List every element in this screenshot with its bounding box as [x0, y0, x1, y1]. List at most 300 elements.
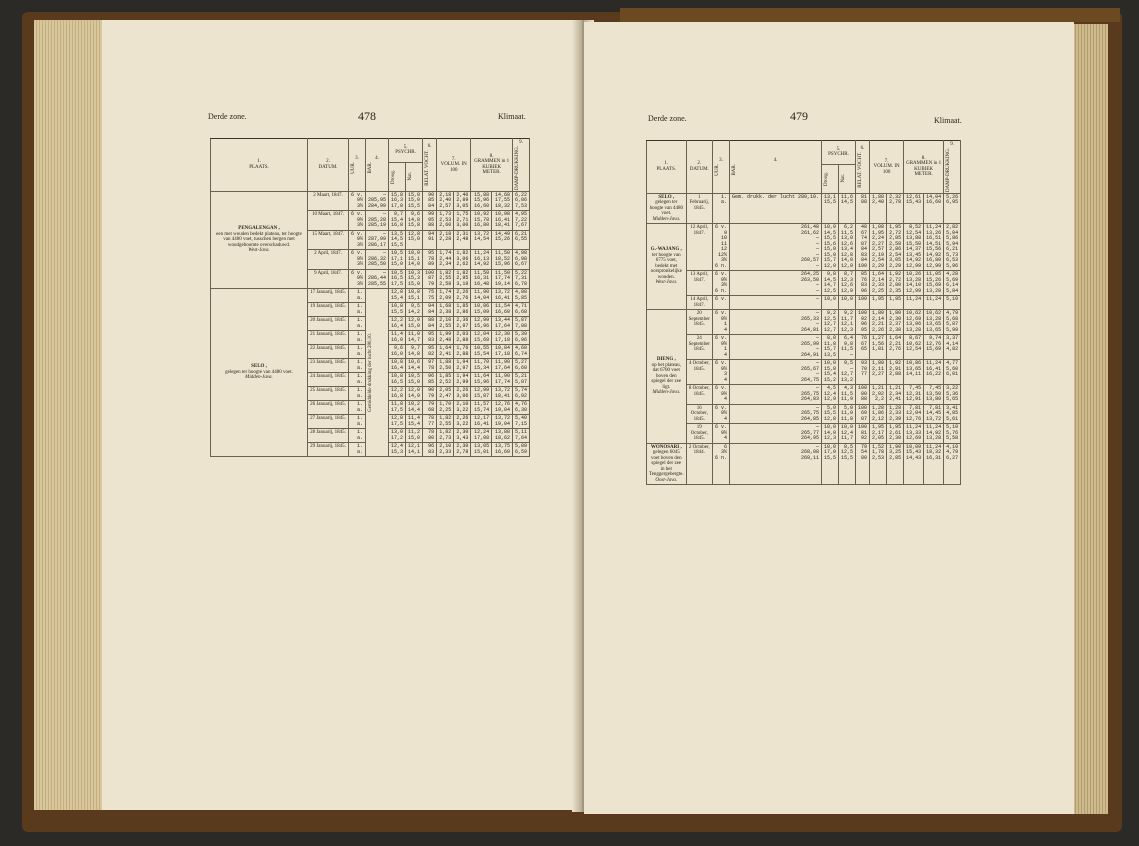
volume-b-cell: 1,95 [887, 296, 904, 310]
column-title: PSYCHR. [828, 152, 849, 158]
column-number: 4. [375, 156, 379, 162]
psychr-wet-cell: 10,8 15,1 [406, 289, 423, 303]
left-page [102, 20, 580, 810]
relative-humidity-cell: 95 82 [423, 345, 437, 359]
grams-b-cell: 11,24 16,41 16,22 [924, 360, 944, 385]
grams-a-cell: 13,72 14,54 [471, 230, 492, 250]
psychr-dry-cell: 10,0 17,0 15,5 [822, 443, 839, 485]
barometer-cell: Gem. drukk. der lucht 280,10. [729, 193, 821, 224]
volume-b-cell: 1,80 2,30 2,37 2,38 [887, 310, 904, 335]
volume-a-cell: 1,95 [870, 296, 887, 310]
relative-humidity-cell: 96 83 [423, 443, 437, 457]
psychr-dry-cell: 13,5 14,5 15,5 [389, 230, 406, 250]
place-description: gelegen 6045 voet boven den spiegel der zee in het Tenggergebergte. [649, 450, 684, 478]
grams-a-cell: 11,24 16,13 14,92 [471, 250, 492, 270]
grams-b-cell: 10,84 17,18 [492, 345, 513, 359]
grams-b-cell: 11,90 17,64 [492, 359, 513, 373]
column-number: 2. [326, 159, 330, 165]
volume-b-cell: 1,94 2,97 [454, 359, 471, 373]
column-header [647, 141, 687, 194]
relative-humidity-cell: 79 54 80 [856, 443, 870, 485]
hour-cell: 6 v. 9½ 3½ [349, 211, 366, 231]
date-cell: 13 April, 1847. [686, 271, 712, 296]
relative-humidity-cell: 78 77 [423, 415, 437, 429]
grams-a-cell: 11,24 [904, 296, 924, 310]
table-row [647, 443, 961, 485]
grams-b-cell: 11,24 [924, 296, 944, 310]
grams-b-cell: 10,98 16,41 18,41 [492, 211, 513, 231]
date-cell: 27 Januarij, 1845. [308, 415, 349, 429]
barometer-cell: — [729, 296, 821, 310]
psychr-wet-cell: 8,7 12,3 12,6 12,0 [839, 271, 856, 296]
column-number: 5. [836, 146, 841, 152]
place-region: Midden-Java. [652, 216, 681, 222]
page-number: 478 [358, 109, 376, 123]
place-description: op het plateau, dat 6700 voet boven den spiegel der zee ligt. [651, 362, 682, 390]
psychr-dry-cell: 10,8 16,4 [389, 359, 406, 373]
vapour-pressure-cell: 4,98 6,98 6,67 [512, 250, 529, 270]
column-header [437, 139, 471, 192]
grams-b-cell: 13,72 18,41 [492, 387, 513, 401]
column-header [712, 141, 729, 194]
table-row [211, 191, 530, 211]
column-number: 2. [697, 161, 702, 167]
psychr-dry-cell: 12,8 17,5 [389, 415, 406, 429]
column-title: UUR. [351, 161, 356, 174]
grams-a-cell: 10,86 13,65 14,11 [904, 360, 924, 385]
psychr-dry-cell: 10,5 17,1 15,0 [389, 250, 406, 270]
psychr-wet-cell: 6,4 9,8 11,5 — [839, 335, 856, 360]
hour-cell: i. a. [349, 387, 366, 401]
barometer-cell: — 286,44 285,55 [366, 269, 389, 289]
volume-b-cell: 1,94 2,99 [454, 373, 471, 387]
grams-b-cell: 11,24 18,32 16,31 [924, 443, 944, 485]
relative-humidity-cell: 97 78 [423, 359, 437, 373]
column-number: 6. [427, 144, 432, 150]
psychr-wet-cell: 10,0 15,1 14,0 [406, 250, 423, 270]
volume-b-cell: 1,92 2,72 2,80 2,35 [887, 271, 904, 296]
volume-b-cell: 1,64 2,21 2,76 [887, 335, 904, 360]
hour-cell: 6 v. 9½ 3½ [349, 230, 366, 250]
volume-a-cell: 2,18 2,28 [437, 230, 454, 250]
grams-a-cell: 12,17 16,41 [471, 415, 492, 429]
psychr-dry-cell: 10,5 16,5 17,5 [389, 269, 406, 289]
volume-b-cell: 2,26 3,06 [454, 387, 471, 401]
vapour-pressure-cell: 4,88 5,85 [512, 289, 529, 303]
hour-cell: 6 v. [712, 296, 729, 310]
date-cell: 1 Februarij, 1845. [686, 193, 712, 224]
volume-a-cell: 1,82 2,55 2,58 [437, 269, 454, 289]
date-cell: 2 Maart, 1847. [308, 191, 349, 211]
vapour-pressure-cell: 5,40 7,15 [512, 415, 529, 429]
volume-a-cell: 1,80 2,14 2,21 2,26 [870, 310, 887, 335]
climate-table-left [210, 138, 530, 457]
table-row [647, 385, 961, 405]
column-header [944, 141, 961, 194]
volume-a-cell: 1,27 1,56 1,81 [870, 335, 887, 360]
volume-b-cell: 2,10 3,22 [454, 401, 471, 415]
hour-cell: i. a. [349, 303, 366, 317]
psychr-dry-cell: 10,8 15,5 [389, 303, 406, 317]
psychr-wet-cell: 10,0 [839, 296, 856, 310]
relative-humidity-cell: 90 85 84 [423, 191, 437, 211]
psychr-dry-cell: 9,8 14,5 14,7 12,5 [822, 271, 839, 296]
psychr-dry-cell: 12,8 15,4 [389, 289, 406, 303]
grams-b-cell: 13,88 18,62 [492, 429, 513, 443]
date-cell: 26 Januarij, 1845. [308, 401, 349, 415]
psychr-wet-cell: 9,6 14,8 15,8 [406, 211, 423, 231]
vapour-pressure-cell: 3,37 4,14 4,82 [944, 335, 961, 360]
hour-cell: i. a. [349, 443, 366, 457]
psychr-sublabel: Droog. [824, 171, 829, 186]
relative-humidity-cell: 93 70 77 [856, 360, 870, 385]
vapour-pressure-cell: 4,77 5,60 6,01 [944, 360, 961, 385]
grams-a-cell: 7,45 12,31 12,91 [904, 385, 924, 405]
psychr-wet-cell: 10,2 14,4 [406, 401, 423, 415]
column-header [389, 139, 423, 163]
volume-a-cell: 1,64 2,14 2,33 2,25 [870, 271, 887, 296]
place-region: Midden-Java. [245, 375, 273, 381]
place-region: Midden-Java. [652, 390, 681, 396]
vapour-pressure-cell: 6,21 6,55 [512, 230, 529, 250]
date-cell: 17 Januarij, 1845. [308, 289, 349, 303]
date-cell: 19 October, 1845. [686, 424, 712, 444]
vapour-pressure-cell: 3,22 5,36 5,65 [944, 385, 961, 405]
volume-a-cell: 1,74 2,44 2,34 [437, 250, 454, 270]
relative-humidity-cell: 100 92 96 95 [856, 310, 870, 335]
volume-a-cell: 1,82 2,55 [437, 415, 454, 429]
grams-b-cell: 11,90 17,74 [492, 373, 513, 387]
column-header [366, 139, 389, 192]
volume-a-cell: 2,05 2,47 [437, 387, 454, 401]
relative-humidity-cell: 85 76 83 96 [856, 271, 870, 296]
volume-b-cell: 2,40 2,89 3,05 [454, 191, 471, 211]
barometer-cell: — 265,99 — 264,91 [729, 335, 821, 360]
barometer-cell: — 265,77 264,95 [729, 424, 821, 444]
hour-cell: i. a. [349, 415, 366, 429]
relative-humidity-cell: 99 95 88 [423, 211, 437, 231]
date-cell: 12 April, 1847. [686, 224, 712, 271]
relative-humidity-cell: 76 67 65 [856, 335, 870, 360]
column-title: UUR. [714, 163, 720, 176]
vapour-pressure-cell: 4,76 6,30 [512, 401, 529, 415]
barometer-cell: — 285,95 284,99 [366, 191, 389, 211]
column-title: DAMP-DRUKKING. [514, 145, 520, 190]
volume-b-cell: 1,85 2,86 [454, 303, 471, 317]
grams-b-cell: 13,75 16,60 [492, 443, 513, 457]
column-title: GRAMMEN in 1 KUBIEK METER. [474, 159, 510, 176]
date-cell: 8 October, 1845. [686, 385, 712, 405]
grams-b-cell: 10,62 13,28 13,65 13,65 [924, 310, 944, 335]
place-region: West-Java. [655, 280, 678, 286]
running-head-left: Derde zone. [648, 114, 687, 123]
grams-a-cell: 10,09 15,43 14,43 [904, 443, 924, 485]
relative-humidity-cell: 100 81 92 [856, 424, 870, 444]
vapour-pressure-cell: 5,87 7,08 [512, 317, 529, 331]
column-header [423, 139, 437, 192]
psychr-wet-cell: 6,2 11,5 13,0 12,6 13,4 12,8 14,0 12,0 [839, 224, 856, 271]
psychr-dry-cell: 11,4 16,0 [389, 331, 406, 345]
volume-a-cell: 1,08 1,95 2,24 2,27 2,57 2,19 2,54 2,29 [870, 224, 887, 271]
psychr-sublabel: Nat. [408, 172, 414, 181]
barometer-cell: 261,48 261,62 — — — — 260,57 — [729, 224, 821, 271]
volume-b-cell: 1,76 2,88 [454, 345, 471, 359]
place-cell [647, 224, 687, 310]
volume-b-cell: 1,95 2,72 2,85 2,58 2,86 2,54 3,05 2,29 [887, 224, 904, 271]
vapour-pressure-cell: 5,22 7,31 6,78 [512, 269, 529, 289]
column-header [512, 139, 529, 192]
relative-humidity-cell: 48 67 74 87 84 83 84 100 [856, 224, 870, 271]
grams-b-cell: 11,54 16,60 [492, 303, 513, 317]
psychr-sublabel: Droog. [391, 169, 397, 184]
place-name: WONOSARI , [650, 444, 682, 450]
table-row [647, 404, 961, 424]
grams-a-cell: 11,90 14,04 [471, 289, 492, 303]
column-number: 7. [451, 156, 456, 162]
date-cell: 10 Maart, 1847. [308, 211, 349, 231]
volume-b-cell: 2,31 2,48 [454, 230, 471, 250]
volume-a-cell: 1,68 2,38 [437, 303, 454, 317]
column-number: 6. [860, 146, 865, 152]
relative-humidity-cell: 94 91 [423, 230, 437, 250]
date-cell: 28 Januarij, 1845. [308, 429, 349, 443]
table-row [647, 193, 961, 224]
volume-a-cell: 1,70 2,25 [437, 401, 454, 415]
column-header [904, 141, 944, 194]
volume-b-cell: 2,30 2,78 [454, 443, 471, 457]
date-cell: 25 Januarij, 1845. [308, 387, 349, 401]
grams-a-cell: 7,81 12,04 12,76 [904, 404, 924, 424]
date-cell: 4 October, 1845. [686, 360, 712, 385]
column-number: 1. [664, 161, 669, 167]
psychr-dry-cell: 8,0 11,8 15,7 13,5 [822, 335, 839, 360]
barometer-cell: — 265,67 — 264,75 [729, 360, 821, 385]
psychr-wet-cell: 12,0 15,0 [406, 317, 423, 331]
vapour-pressure-cell: 4,71 6,68 [512, 303, 529, 317]
place-name: DIENG , [656, 357, 676, 363]
climate-table-right [646, 140, 961, 485]
volume-a-cell: 2,10 2,55 [437, 317, 454, 331]
grams-b-cell: 13,72 16,41 [492, 289, 513, 303]
column-title: DAMP-DRUKKING. [946, 147, 952, 192]
psychr-wet-cell: 12,1 14,1 [406, 443, 423, 457]
psychr-wet-cell: 11,2 15,0 [406, 429, 423, 443]
place-cell [211, 289, 308, 457]
psychr-dry-cell: 4,5 12,4 12,9 [822, 385, 839, 405]
vapour-pressure-cell: 2,82 5,04 5,86 5,94 6,21 5,73 6,53 5,96 [944, 224, 961, 271]
column-number: 9. [950, 142, 954, 147]
grams-a-cell: 10,92 15,78 16,80 [471, 211, 492, 231]
psychr-dry-cell: 5,0 15,5 12,8 [822, 404, 839, 424]
relative-humidity-cell: 75 75 [423, 289, 437, 303]
psychr-dry-cell: 10,8 16,5 [389, 373, 406, 387]
place-cell [647, 193, 687, 224]
column-number: 7. [884, 158, 889, 164]
volume-a-cell: 2,10 2,33 [437, 443, 454, 457]
date-cell: 20 September 1845. [686, 310, 712, 335]
barometer-cell: — 265,33 — 264,81 [729, 310, 821, 335]
date-cell: 19 Januarij, 1845. [308, 303, 349, 317]
column-header [870, 141, 904, 194]
hour-cell: i. a. [349, 289, 366, 303]
table-row [211, 289, 530, 303]
hour-cell: i. a. [349, 345, 366, 359]
date-cell: 29 Januarij, 1845. [308, 443, 349, 457]
psychr-dry-cell: 12,2 16,8 [389, 387, 406, 401]
psychr-subheader [389, 162, 406, 191]
column-title: PLAATS. [656, 166, 677, 172]
volume-b-cell: 1,82 2,95 3,19 [454, 269, 471, 289]
volume-a-cell: 1,95 2,17 2,05 [870, 424, 887, 444]
psychr-dry-cell: 13,0 17,2 [389, 429, 406, 443]
barometer-note-cell [366, 289, 389, 457]
table-row [647, 335, 961, 360]
vapour-pressure-cell: 4,79 5,68 5,87 5,99 [944, 310, 961, 335]
relative-humidity-cell: 100 69 87 [856, 404, 870, 424]
volume-a-cell: 1,88 2,48 [870, 193, 887, 224]
volume-a-cell: 1,64 2,41 [437, 345, 454, 359]
psychr-dry-cell: 10,0 15,8 15,4 15,2 [822, 360, 839, 385]
grams-a-cell: 10,55 15,54 [471, 345, 492, 359]
psychr-wet-cell: 9,2 11,7 12,1 12,3 [839, 310, 856, 335]
barometer-note: Gemiddelde drukking der lucht 280,10. [368, 333, 374, 412]
date-cell: 15 Maart, 1847. [308, 230, 349, 250]
psychr-dry-cell: 13,1 15,5 [822, 193, 839, 224]
barometer-cell: — 268,08 269,11 [729, 443, 821, 485]
volume-b-cell: 1,90 3,25 2,85 [887, 443, 904, 485]
grams-b-cell: 13,44 17,64 [492, 317, 513, 331]
grams-a-cell: 10,86 15,09 [471, 303, 492, 317]
book-spine-top [620, 8, 1120, 22]
date-cell: 23 Januarij, 1845. [308, 359, 349, 373]
column-title: VOLUM. IN 100 [440, 162, 467, 173]
hour-cell: i. a. [349, 317, 366, 331]
psychr-wet-cell: 12,8 15,0 [406, 230, 423, 250]
psychr-dry-cell: 12,4 15,3 [389, 443, 406, 457]
column-title: BAR. [731, 163, 737, 176]
column-header [856, 141, 870, 194]
running-head-left: Derde zone. [208, 112, 247, 121]
vapour-pressure-cell: 4,28 5,69 6,14 5,84 [944, 271, 961, 296]
psychr-wet-cell: 11,6 14,5 [839, 193, 856, 224]
vapour-pressure-cell: 4,10 4,79 6,27 [944, 443, 961, 485]
psychr-dry-cell: 9,2 12,5 12,7 12,7 [822, 310, 839, 335]
right-page [584, 22, 1074, 814]
psychr-subheader [406, 162, 423, 191]
hour-cell: 6 v. 9½ 3½ [349, 269, 366, 289]
volume-b-cell: 1,82 3,06 2,62 [454, 250, 471, 270]
volume-a-cell: 1,99 2,48 [437, 331, 454, 345]
relative-humidity-cell: 96 85 [423, 373, 437, 387]
volume-a-cell: 1,88 2,50 [437, 359, 454, 373]
volume-a-cell: 1,52 1,78 2,53 [870, 443, 887, 485]
grams-b-cell: 11,50 18,52 15,96 [492, 250, 513, 270]
psychr-wet-cell: 10,6 14,4 [406, 359, 423, 373]
column-header [729, 141, 821, 194]
grams-b-cell: 14,68 17,55 18,32 [492, 191, 513, 211]
table-row [647, 360, 961, 385]
vapour-pressure-cell: 3,41 4,85 5,61 [944, 404, 961, 424]
vapour-pressure-cell: 5,74 6,92 [512, 387, 529, 401]
vapour-pressure-cell: 5,10 5,76 5,58 [944, 424, 961, 444]
grams-b-cell: 12,30 17,18 [492, 331, 513, 345]
date-cell: 20 Januarij, 1845. [308, 317, 349, 331]
volume-b-cell: 2,36 2,97 [454, 317, 471, 331]
hour-cell: 6 v. 9½ 1 4 [712, 335, 729, 360]
hour-cell: i. a. [349, 331, 366, 345]
vapour-pressure-cell: 5,10 [944, 296, 961, 310]
psychr-subheader [839, 164, 856, 193]
column-number: 1. [257, 159, 261, 165]
volume-b-cell: 2,26 2,76 [454, 289, 471, 303]
date-cell: 24 September 1845. [686, 335, 712, 360]
grams-b-cell: 7,45 13,50 13,80 [924, 385, 944, 405]
vapour-pressure-cell: 5,21 5,07 [512, 373, 529, 387]
volume-a-cell: 1,74 2,09 [437, 289, 454, 303]
grams-a-cell: 11,50 16,31 16,48 [471, 269, 492, 289]
table-row [647, 310, 961, 335]
column-title: RELAT. VOCHT. [425, 149, 431, 186]
grams-a-cell: 12,24 17,08 [471, 429, 492, 443]
relative-humidity-cell: 79 68 [423, 401, 437, 415]
relative-humidity-cell: 100 87 79 [423, 269, 437, 289]
grams-a-cell: 10,62 12,69 13,06 13,28 [904, 310, 924, 335]
volume-a-cell: 1,73 2,53 2,60 [437, 211, 454, 231]
grams-b-cell: 12,76 19,04 [492, 401, 513, 415]
table-row [647, 424, 961, 444]
vapour-pressure-cell: 4,60 6,74 [512, 345, 529, 359]
volume-a-cell: 1,21 2,02 2,2 [870, 385, 887, 405]
relative-humidity-cell: 78 80 [423, 429, 437, 443]
psychr-wet-cell: 15,0 15,0 15,5 [406, 191, 423, 211]
volume-a-cell: 1,85 2,52 [437, 373, 454, 387]
column-title: PSYCHR. [395, 150, 416, 156]
psychr-wet-cell: 10,0 12,4 11,7 [839, 424, 856, 444]
barometer-cell: — 285,28 285,19 [366, 211, 389, 231]
grams-a-cell: 13,05 15,01 [471, 443, 492, 457]
psychr-wet-cell: 9,7 14,8 [406, 345, 423, 359]
date-cell: 2 October, 1844. [686, 443, 712, 485]
column-title: RELAT. VOCHT. [858, 151, 864, 188]
place-description: ter hoogte van 6775 voet, bedekt met oorspronkelijke wouden. [650, 252, 682, 280]
date-cell: 2 April, 1847. [308, 250, 349, 270]
vapour-pressure-cell: 6,22 6,86 7,53 [512, 191, 529, 211]
column-title: GRAMMEN in 1 KUBIEK METER. [906, 161, 942, 178]
vapour-pressure-cell: 4,95 7,22 7,67 [512, 211, 529, 231]
column-title: DATUM. [689, 166, 709, 172]
hour-cell: i. a. [349, 401, 366, 415]
psychr-wet-cell: 9,5 14,2 [406, 303, 423, 317]
place-cell [211, 191, 308, 289]
column-number: 8. [921, 155, 926, 161]
grams-b-cell: 14,04 16,60 [924, 193, 944, 224]
column-header [211, 139, 308, 192]
psychr-wet-cell: 10,3 15,3 15,0 [406, 269, 423, 289]
hour-cell: i. a. [349, 429, 366, 443]
volume-a-cell: 1,80 2,11 2,27 [870, 360, 887, 385]
relative-humidity-cell: 100 [856, 296, 870, 310]
relative-humidity-cell: 88 84 [423, 317, 437, 331]
column-header [471, 139, 513, 192]
vapour-pressure-cell: 5,27 6,60 [512, 359, 529, 373]
psychr-dry-cell: 10,0 14,5 15,5 15,6 15,0 15,0 15,7 12,0 [822, 224, 839, 271]
grams-b-cell: 11,24 13,26 16,51 14,51 15,56 14,92 16,80 12,99 [924, 224, 944, 271]
column-title: VOLUM. IN 100 [873, 164, 900, 175]
volume-b-cell: 2,32 2,78 [887, 193, 904, 224]
date-cell: 16 October, 1845. [686, 404, 712, 424]
volume-b-cell: 1,92 2,91 2,88 [887, 360, 904, 385]
volume-b-cell: 2,03 2,88 [454, 331, 471, 345]
